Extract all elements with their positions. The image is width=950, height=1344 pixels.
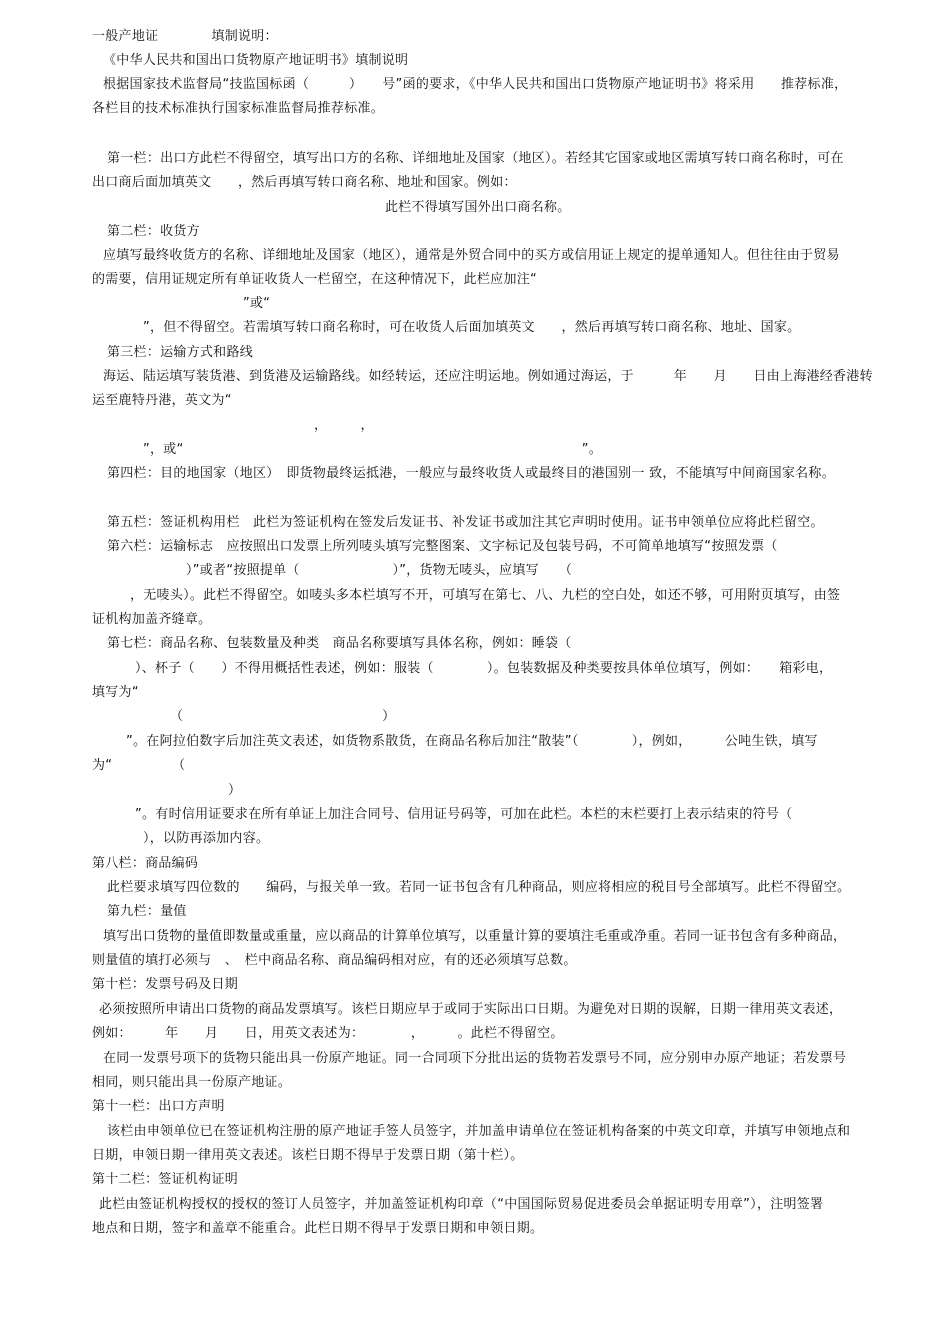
- text-line: 应填写最终收货方的名称、详细地址及国家（地区），通常是外贸合同中的买方或信用证上规定的提单通知人。但往往由于贸易: [103, 248, 840, 263]
- text-line: 为“ （: [92, 758, 186, 773]
- section-10-heading: 第十栏：发票号码及日期: [92, 977, 239, 992]
- text-line: 证机构加盖齐缝章。: [92, 612, 212, 627]
- text-line: ），以防再添加内容。: [143, 831, 270, 846]
- text-line: 此栏由签证机构授权的授权的签订人员签字，并加盖签证机构印章（“中国国际贸易促进委员会单据证明专用章”），注明签署: [99, 1197, 824, 1212]
- text-line: ）”或者“按照提单（ ）”，货物无唛头，应填写 （: [186, 563, 573, 578]
- text-line: 必须按照所申请出口货物的商品发票填写。该栏日期应早于或同于实际出口日期。为避免对日期的误解，日期一律用英文表述，: [99, 1002, 843, 1017]
- section-4-heading: 第四栏：目的地国家（地区） 即货物最终运抵港，一般应与最终收货人或最终目的港国别一 致，不能填写中间商国家名称。: [107, 466, 835, 481]
- section-11-heading: 第十一栏：出口方声明: [92, 1099, 225, 1114]
- section-12-heading: 第十二栏：签证机构证明: [92, 1172, 239, 1187]
- text-line: 各栏目的技术标准执行国家标准监督局推荐标准。: [92, 101, 385, 116]
- text-line: 此栏不得填写国外出口商名称。: [385, 200, 571, 215]
- section-6-heading: 第六栏：运输标志 应按照出口发票上所列唛头填写完整图案、文字标记及包装号码，不可简单地填写“按照发票（: [107, 539, 778, 554]
- text-line: 该栏由申领单位已在签证机构注册的原产地证手签人员签字，并加盖申请单位在签证机构备案的中英文印章，并填写申领地点和: [107, 1124, 851, 1139]
- text-line: 相同，则只能出具一份原产地证。: [92, 1075, 292, 1090]
- text-line: ”。有时信用证要求在所有单证上加注合同号、信用证号码等，可加在此栏。本栏的末栏要打上表示结束的符号（: [135, 807, 793, 822]
- section-1-heading: 第一栏：出口方此栏不得留空，填写出口方的名称、详细地址及国家（地区）。若经其它国家或地区需填写转口商名称时，可在: [107, 151, 844, 166]
- text-line: 出口商后面加填英文 ，然后再填写转口商名称、地址和国家。例如：: [92, 175, 517, 190]
- section-7-heading: 第七栏：商品名称、包装数量及种类 商品名称要填写具体名称，例如：睡袋（: [107, 636, 572, 651]
- text-line: 填写出口货物的量值即数量或重量，应以商品的计算单位填写，以重量计算的要填注毛重或净重。若同一证书包含有多种商品，: [103, 929, 847, 944]
- text-line: ”，或“ ”。: [143, 442, 603, 457]
- text-line: 的需要，信用证规定所有单证收货人一栏留空，在这种情况下，此栏应加注“: [92, 272, 538, 287]
- text-line: 则量值的填打必须与 、 栏中商品名称、商品编码相对应，有的还必须填写总数。: [92, 953, 577, 968]
- text-line: 此栏要求填写四位数的 编码，与报关单一致。若同一证书包含有几种商品，则应将相应的税目号全部填写。此栏不得留空。: [107, 880, 851, 895]
- text-line: （ ）: [170, 709, 396, 724]
- text-line: ， ，: [314, 418, 374, 433]
- section-5-heading: 第五栏：签证机构用栏 此栏为签证机构在签发后发证书、补发证书或加注其它声明时使用。证书申领单位应将此栏留空。: [107, 515, 824, 530]
- text-line: ”。在阿拉伯数字后加注英文表述，如货物系散货，在商品名称后加注“散装”（ ），例如， 公吨生铁，填写: [126, 734, 818, 749]
- section-9-heading: 第九栏：量值: [107, 904, 187, 919]
- section-3-heading: 第三栏：运输方式和路线: [107, 345, 254, 360]
- text-line: 例如： 年 月 日，用英文表述为： ， 。此栏不得留空。: [92, 1026, 564, 1041]
- text-line: ）: [228, 783, 242, 798]
- text-line: ，无唛头）。此栏不得留空。如唛头多本栏填写不开，可填写在第七、八、九栏的空白处，如还不够，可用附页填写，由签: [130, 588, 841, 603]
- text-line: 运至鹿特丹港，英文为“: [92, 393, 232, 408]
- text-line: 根据国家技术监督局“技监国标函（ ） 号”函的要求，《中华人民共和国出口货物原产地证明书》将采用 推荐标准，: [103, 77, 848, 92]
- section-8-heading: 第八栏：商品编码: [92, 856, 199, 871]
- text-line: 在同一发票号项下的货物只能出具一份原产地证。同一合同项下分批出运的货物若发票号不同，应分别申办原产地证；若发票号: [103, 1051, 847, 1066]
- text-line: 日期，申领日期一律用英文表述。该栏日期不得早于发票日期（第十栏）。: [92, 1148, 524, 1163]
- text-line: ”或“: [243, 296, 271, 311]
- text-line: 填写为“: [92, 685, 139, 700]
- doc-title: 《中华人民共和国出口货物原产地证明书》填制说明: [103, 53, 409, 68]
- section-2-heading: 第二栏：收货方: [107, 224, 200, 239]
- doc-heading: 一般产地证 填制说明：: [92, 29, 278, 44]
- text-line: ”，但不得留空。若需填写转口商名称时，可在收货人后面加填英文 ，然后再填写转口商名称、地址、国家。: [143, 320, 801, 335]
- text-line: 地点和日期，签字和盖章不能重合。此栏日期不得早于发票日期和申领日期。: [92, 1221, 544, 1236]
- text-line: 海运、陆运填写装货港、到货港及运输路线。如经转运，还应注明运地。例如通过海运，于 年 月 日由上海港经香港转: [103, 369, 873, 384]
- text-line: ）、杯子（ ）不得用概括性表述，例如：服装（ ）。包装数据及种类要按具体单位填写，例如： 箱彩电，: [135, 661, 833, 676]
